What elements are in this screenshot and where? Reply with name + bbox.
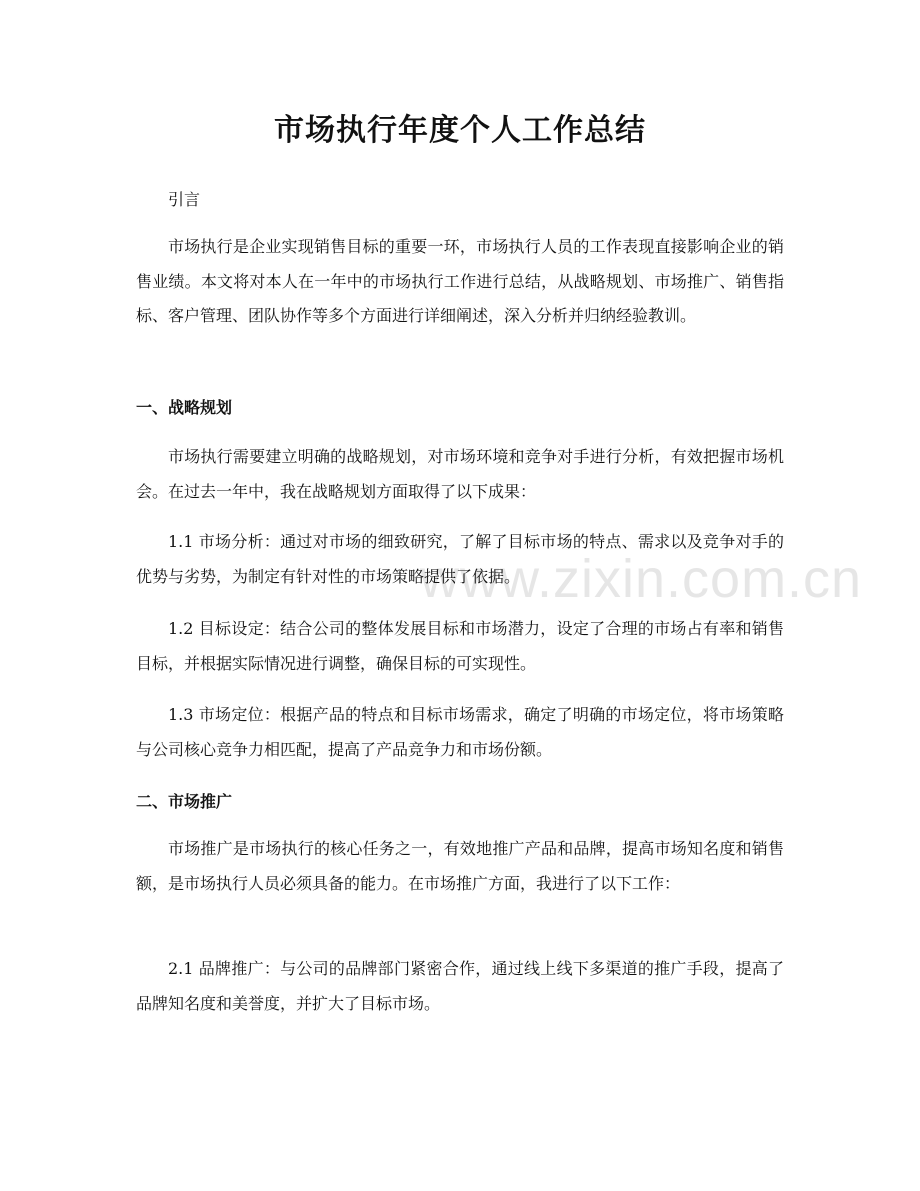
section1-intro: 市场执行需要建立明确的战略规划，对市场环境和竞争对手进行分析，有效把握市场机会。在过去一年中，我在战略规划方面取得了以下成果： — [136, 447, 784, 501]
document-title: 市场执行年度个人工作总结 — [274, 113, 646, 148]
watermark: www.zixin.com.cn — [420, 549, 863, 609]
section1-item-2: 1.2 目标设定：结合公司的整体发展目标和市场潜力，设定了合理的市场占有率和销售目标，并根据实际情况进行调整，确保目标的可实现性。 — [136, 619, 784, 673]
section2-item-1: 2.1 品牌推广：与公司的品牌部门紧密合作，通过线上线下多渠道的推广手段，提高了品牌知名度和美誉度，并扩大了目标市场。 — [136, 959, 784, 1013]
intro-paragraph: 市场执行是企业实现销售目标的重要一环，市场执行人员的工作表现直接影响企业的销售业绩。本文将对本人在一年中的市场执行工作进行总结，从战略规划、市场推广、销售指标、客户管理、团队协作等多个方面进行详细阐述，深入分析并归纳经验教训。 — [136, 237, 784, 325]
section-heading-strategy: 一、战略规划 — [136, 398, 233, 417]
intro-label: 引言 — [168, 190, 201, 209]
section2-intro: 市场推广是市场执行的核心任务之一，有效地推广产品和品牌，提高市场知名度和销售额，是市场执行人员必须具备的能力。在市场推广方面，我进行了以下工作： — [136, 839, 784, 893]
section1-item-3: 1.3 市场定位：根据产品的特点和目标市场需求，确定了明确的市场定位，将市场策略与公司核心竞争力相匹配，提高了产品竞争力和市场份额。 — [136, 705, 784, 759]
section1-item-1: 1.1 市场分析：通过对市场的细致研究，了解了目标市场的特点、需求以及竞争对手的优势与劣势，为制定有针对性的市场策略提供了依据。 — [136, 532, 784, 586]
section-heading-promotion: 二、市场推广 — [136, 792, 233, 811]
